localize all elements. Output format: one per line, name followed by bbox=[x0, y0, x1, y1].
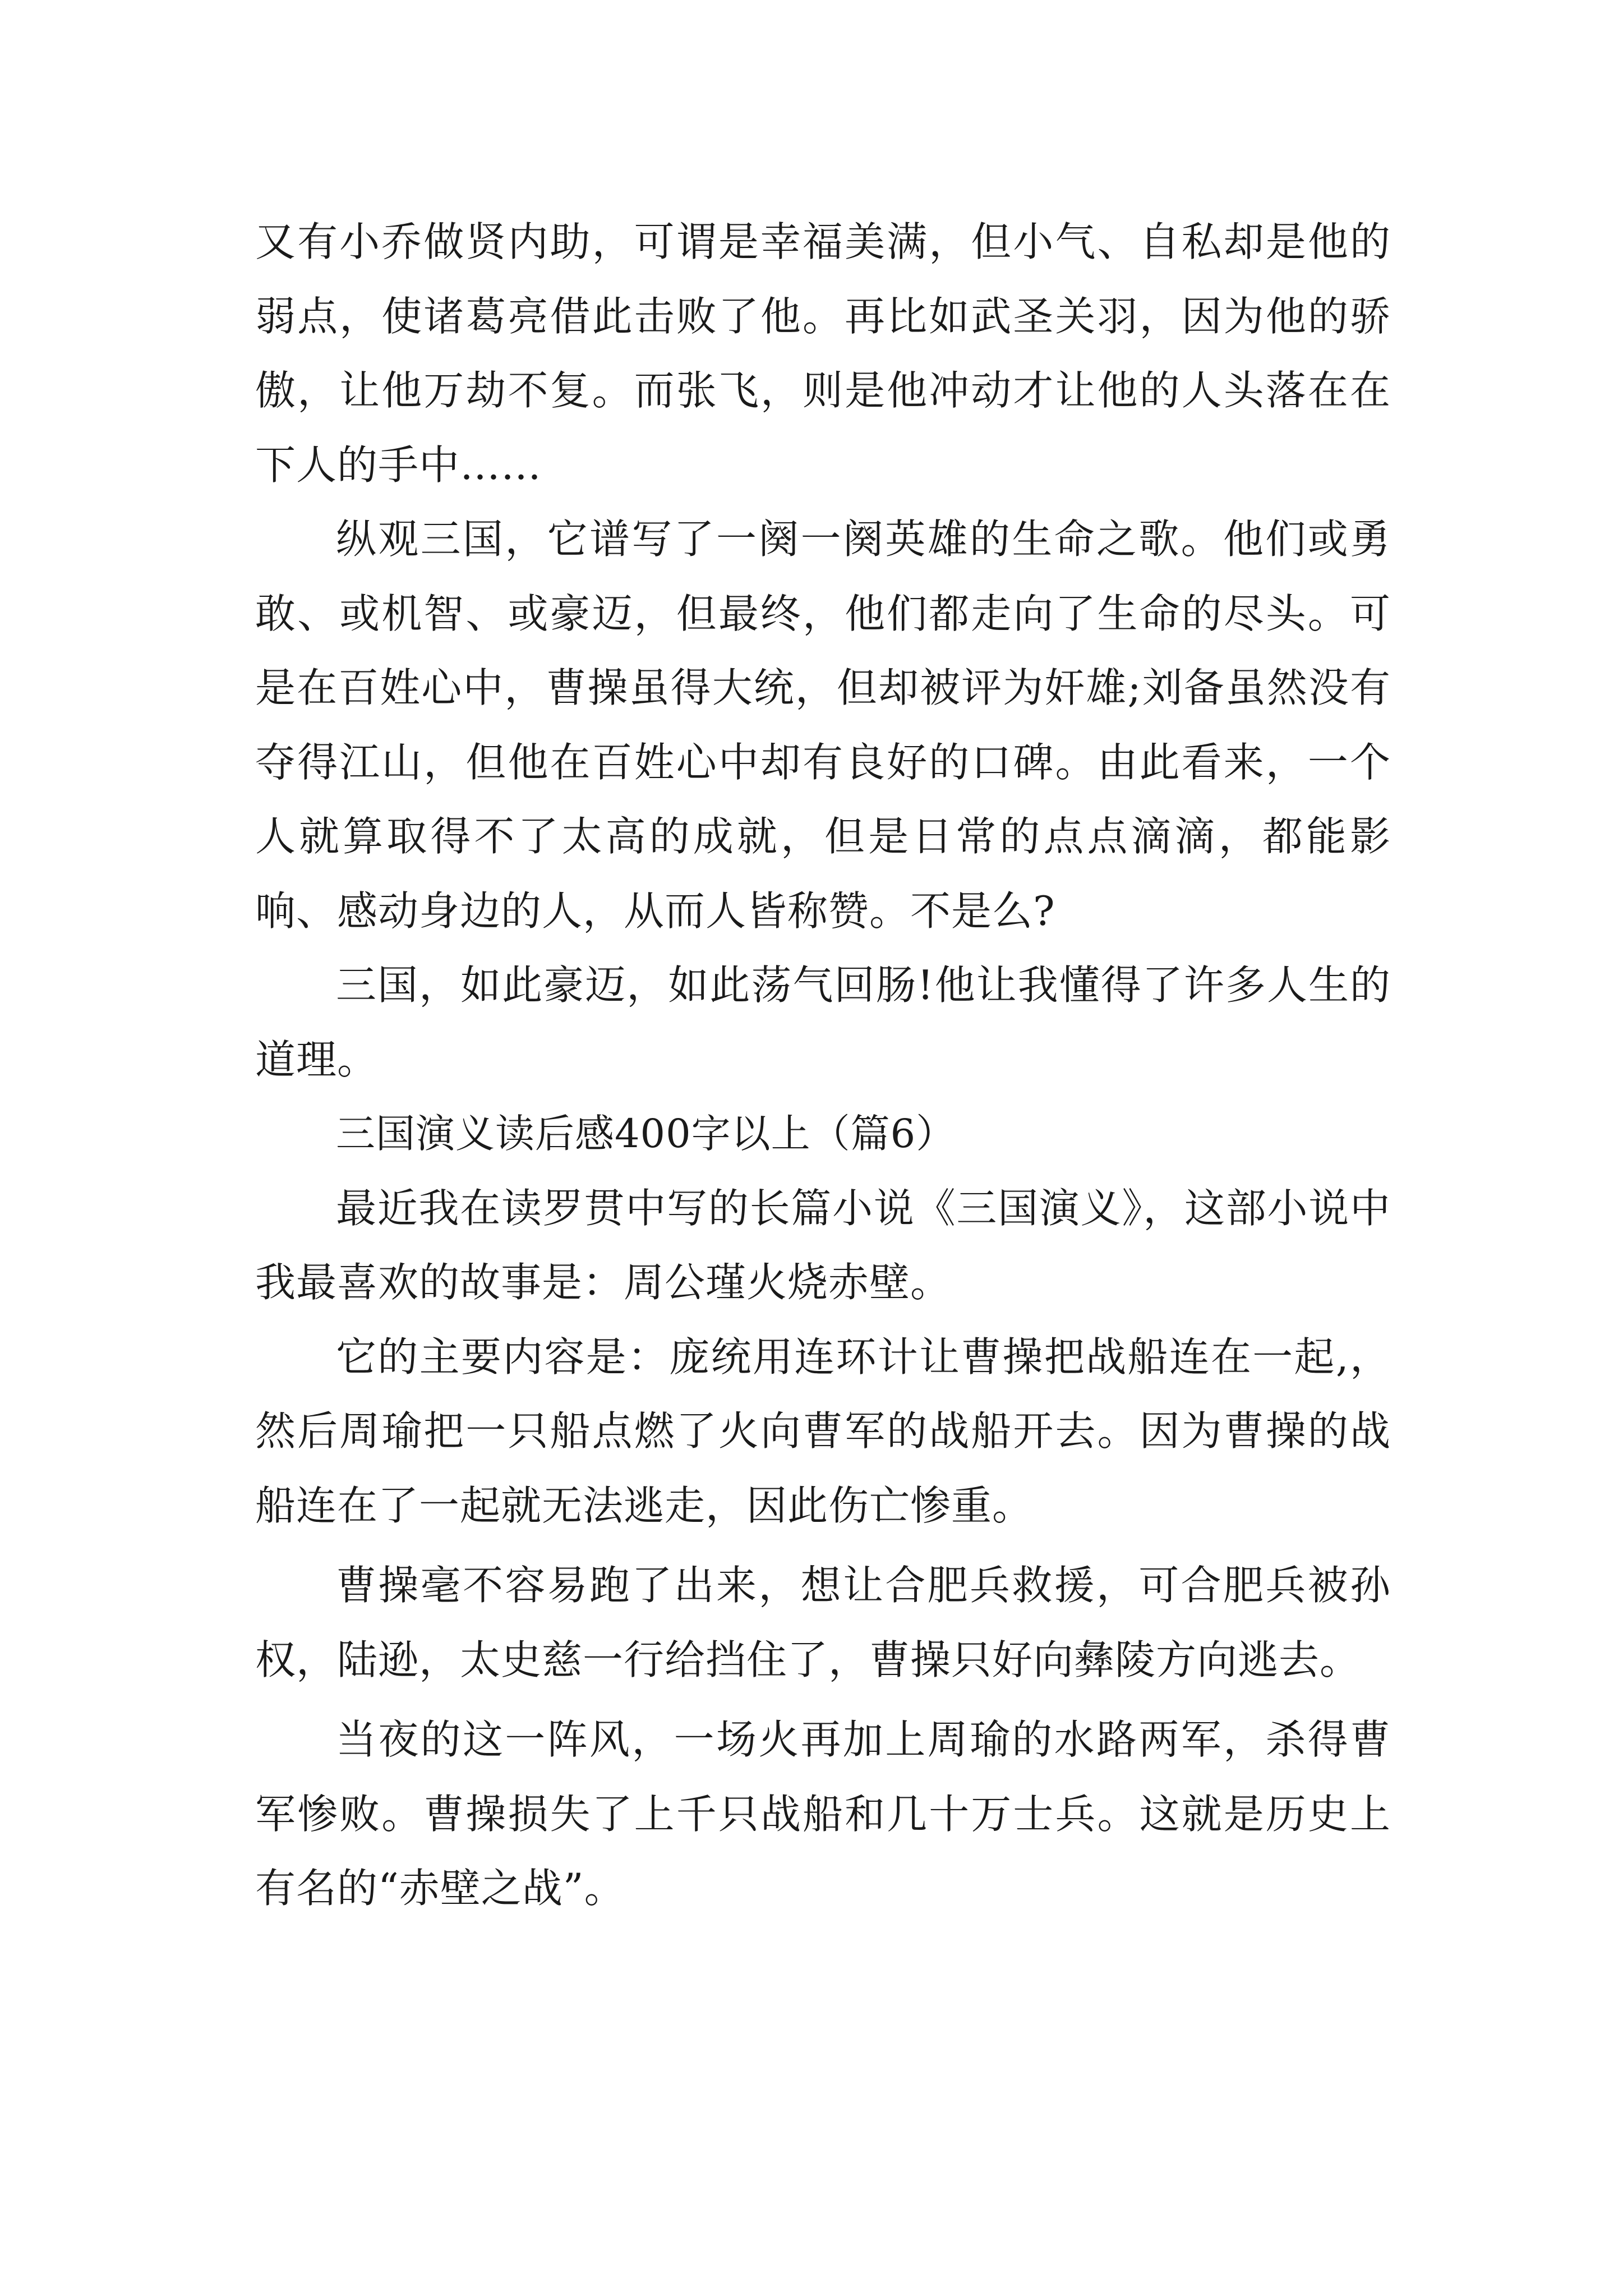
section-heading: 三国演义读后感400字以上（篇6） bbox=[336, 1111, 956, 1157]
paragraph: 三国，如此豪迈，如此荡气回肠!他让我懂得了许多人生的道理。 bbox=[255, 961, 1391, 1083]
paragraph: 它的主要内容是：庞统用连环计让曹操把战船连在一起,，然后周瑜把一只船点燃了火向曹军的战船开去。因为曹操的战船连在了一起就无法逃走，因此伤亡惨重。 bbox=[255, 1333, 1391, 1529]
paragraph: 曹操毫不容易跑了出来，想让合肥兵救援，可合肥兵被孙权，陆逊，太史慈一行给挡住了，曹操只好向彝陵方向逃去。 bbox=[255, 1562, 1391, 1683]
paragraph: 又有小乔做贤内助，可谓是幸福美满，但小气、自私却是他的弱点，使诸葛亮借此击败了他。再比如武圣关羽，因为他的骄傲，让他万劫不复。而张飞，则是他冲动才让他的人头落在在下人的手中…… bbox=[255, 218, 1391, 489]
document-body bbox=[255, 205, 1391, 1926]
paragraph: 当夜的这一阵风，一场火再加上周瑜的水路两军，杀得曹军惨败。曹操损失了上千只战船和几十万士兵。这就是历史上有名的“赤壁之战”。 bbox=[255, 1716, 1391, 1912]
paragraph: 纵观三国，它谱写了一阕一阕英雄的生命之歌。他们或勇敢、或机智、或豪迈，但最终，他们都走向了生命的尽头。可是在百姓心中，曹操虽得大统，但却被评为奸雄;刘备虽然没有夺得江山，但他在百姓心中却有良好的口碑。由此看来，一个人就算取得不了太高的成就，但是日常的点点滴滴，都能影响、感动身边的人，从而人皆称赞。不是么? bbox=[255, 516, 1391, 935]
paragraph: 最近我在读罗贯中写的长篇小说《三国演义》，这部小说中我最喜欢的故事是：周公瑾火烧赤壁。 bbox=[255, 1184, 1391, 1306]
